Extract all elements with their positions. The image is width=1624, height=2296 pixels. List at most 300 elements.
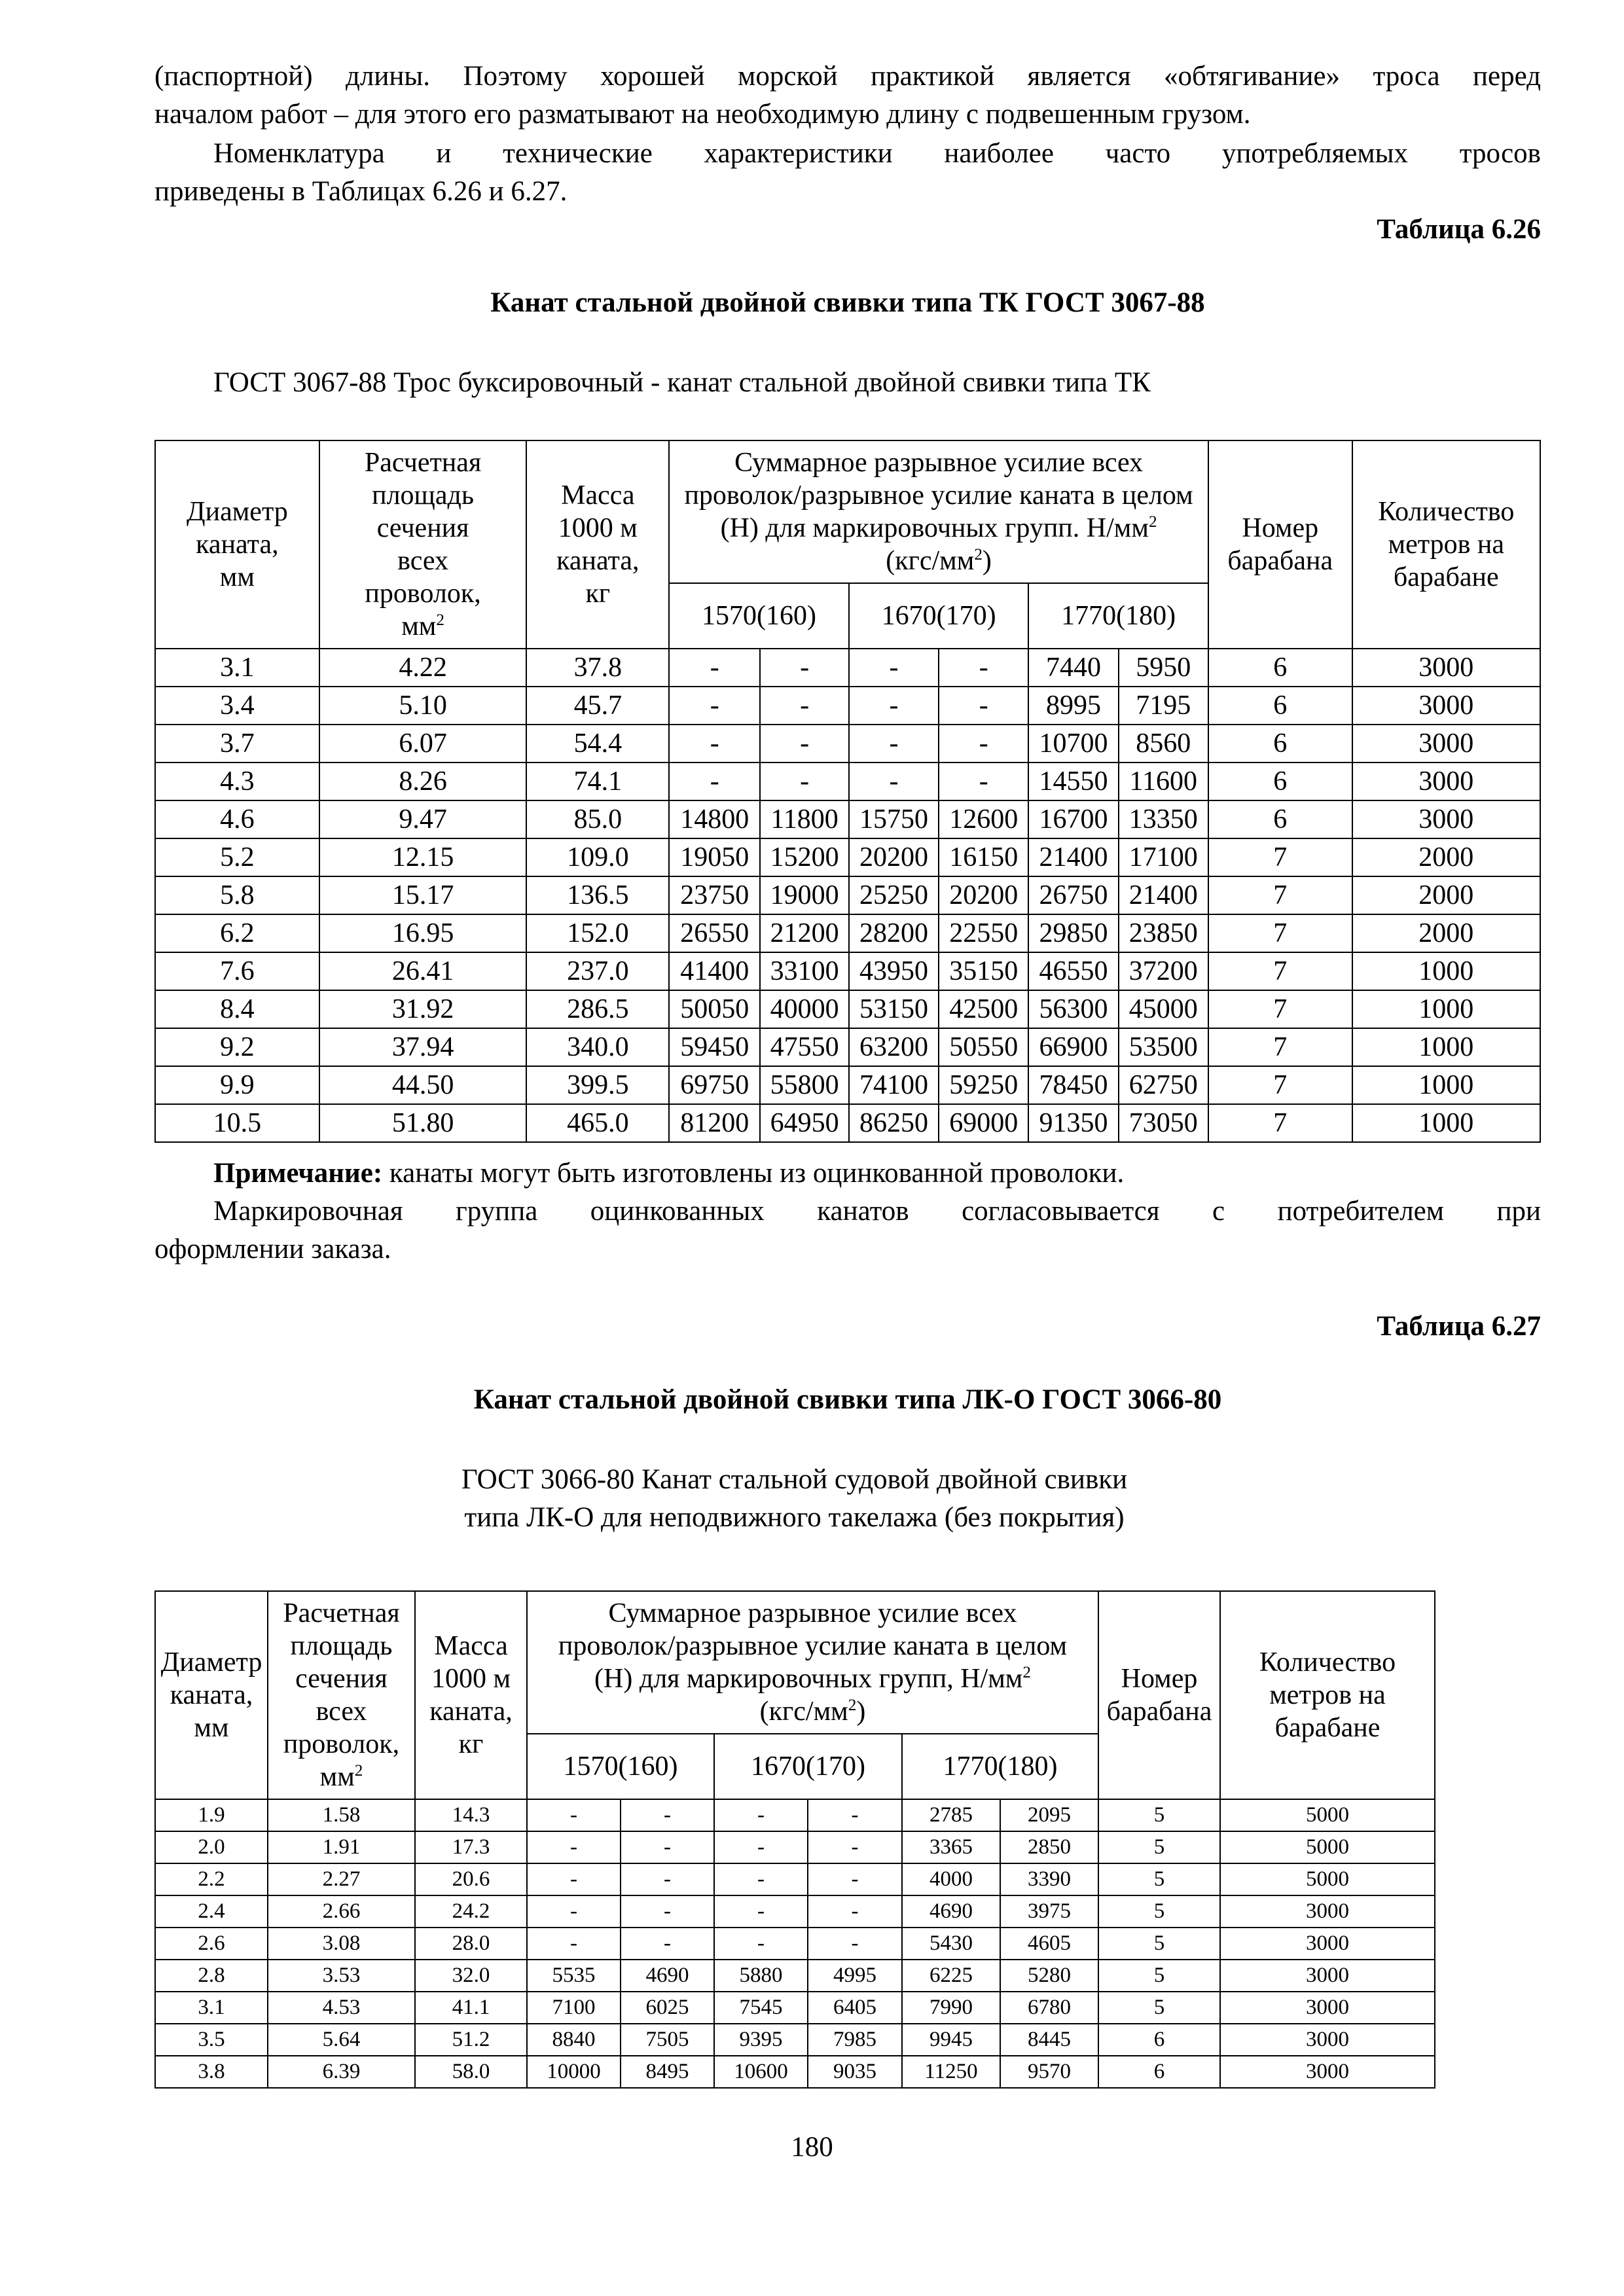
table-cell: 5.10 <box>319 687 527 725</box>
table-cell: - <box>939 725 1028 762</box>
table-cell: 3000 <box>1220 1928 1435 1960</box>
table-cell: 42500 <box>939 990 1028 1028</box>
table-cell: 20200 <box>939 876 1028 914</box>
table-cell: 5880 <box>714 1960 808 1992</box>
header-breaking-force: Суммарное разрывное усилие всех проволок/разрывное усилие каната в целом (Н) для маркировочных групп, $Н/мм^2$ $(кгс/мм^2)$ <box>527 1591 1098 1734</box>
table-26-title: Канат стальной двойной свивки типа ТК ГОСТ 3067-88 <box>490 287 1205 318</box>
table-cell: 26750 <box>1028 876 1118 914</box>
table-cell: 78450 <box>1028 1066 1118 1104</box>
table-27 <box>154 1590 1435 2089</box>
table-cell: 21400 <box>1028 838 1118 876</box>
table-cell: 4690 <box>902 1895 1000 1928</box>
table-26-body <box>155 649 1540 1142</box>
table-cell: 33100 <box>760 952 848 990</box>
table-cell: 1.91 <box>268 1831 415 1863</box>
table-row <box>155 1028 1540 1066</box>
table-cell: - <box>621 1831 714 1863</box>
table-cell: 5 <box>1098 1799 1220 1831</box>
table-cell: 62750 <box>1119 1066 1208 1104</box>
table-cell: 8445 <box>1000 2024 1098 2056</box>
table-cell: 3365 <box>902 1831 1000 1863</box>
table-cell: 237.0 <box>526 952 669 990</box>
table-cell: 35150 <box>939 952 1028 990</box>
table-cell: 6.2 <box>155 914 319 952</box>
header-group-1670: 1670(170) <box>714 1734 902 1799</box>
table-cell: 15200 <box>760 838 848 876</box>
table-cell: 59450 <box>669 1028 760 1066</box>
table-cell: - <box>939 762 1028 800</box>
table-row <box>155 1960 1435 1992</box>
table-cell: - <box>527 1928 621 1960</box>
table-cell: 399.5 <box>526 1066 669 1104</box>
intro-line-1: (паспортной) длины. Поэтому хорошей морской практикой является «обтягивание» троса перед <box>154 61 1541 92</box>
table-cell: 8.4 <box>155 990 319 1028</box>
table-cell: 5000 <box>1220 1863 1435 1895</box>
table-cell: 3000 <box>1220 1895 1435 1928</box>
table-cell: 6 <box>1208 687 1352 725</box>
table-cell: 4.22 <box>319 649 527 687</box>
table-cell: 14800 <box>669 800 760 838</box>
table-cell: 2.0 <box>155 1831 268 1863</box>
table-cell: 19050 <box>669 838 760 876</box>
table-cell: 5280 <box>1000 1960 1098 1992</box>
table-cell: - <box>669 687 760 725</box>
table-cell: 109.0 <box>526 838 669 876</box>
header-drum: Номер барабана <box>1098 1591 1220 1799</box>
table-cell: 6225 <box>902 1960 1000 1992</box>
table-cell: - <box>621 1863 714 1895</box>
table-row <box>155 1895 1435 1928</box>
table-cell: 3000 <box>1352 800 1540 838</box>
table-cell: 74.1 <box>526 762 669 800</box>
table-cell: 4.3 <box>155 762 319 800</box>
table-cell: 40000 <box>760 990 848 1028</box>
table-cell: - <box>760 762 848 800</box>
table-cell: - <box>714 1863 808 1895</box>
table-cell: 69750 <box>669 1066 760 1104</box>
table-cell: - <box>808 1895 902 1928</box>
table-cell: 9.47 <box>319 800 527 838</box>
table-cell: - <box>849 649 939 687</box>
table-row <box>155 1992 1435 2024</box>
table-cell: 6025 <box>621 1992 714 2024</box>
table-cell: 21400 <box>1119 876 1208 914</box>
table-cell: 5.64 <box>268 2024 415 2056</box>
table-cell: - <box>939 649 1028 687</box>
table-cell: 465.0 <box>526 1104 669 1142</box>
table-cell: 3.1 <box>155 649 319 687</box>
table-cell: 54.4 <box>526 725 669 762</box>
table-cell: 6 <box>1208 649 1352 687</box>
table-cell: 9.2 <box>155 1028 319 1066</box>
table-cell: 12600 <box>939 800 1028 838</box>
table-cell: 58.0 <box>415 2056 527 2088</box>
table-cell: 340.0 <box>526 1028 669 1066</box>
table-cell: 17.3 <box>415 1831 527 1863</box>
table-cell: 3000 <box>1220 1992 1435 2024</box>
table-cell: 73050 <box>1119 1104 1208 1142</box>
table-cell: 2.6 <box>155 1928 268 1960</box>
table-cell: 11600 <box>1119 762 1208 800</box>
table-cell: 6 <box>1208 800 1352 838</box>
intro-line-3: Номенклатура и технические характеристики наиболее часто употребляемых тросов <box>213 138 1541 169</box>
table-cell: - <box>939 687 1028 725</box>
table-row <box>155 1799 1435 1831</box>
table-cell: 8495 <box>621 2056 714 2088</box>
table-cell: 1000 <box>1352 952 1540 990</box>
header-group-1570: 1570(160) <box>669 583 849 649</box>
table-cell: 16.95 <box>319 914 527 952</box>
table-26 <box>154 440 1541 1143</box>
table-cell: 4.53 <box>268 1992 415 2024</box>
table-cell: - <box>669 762 760 800</box>
table-cell: 53150 <box>849 990 939 1028</box>
table-cell: 2000 <box>1352 914 1540 952</box>
table-cell: 1.58 <box>268 1799 415 1831</box>
table-cell: - <box>621 1928 714 1960</box>
table-cell: 5 <box>1098 1928 1220 1960</box>
table-cell: 3.8 <box>155 2056 268 2088</box>
table-cell: 3000 <box>1220 1960 1435 1992</box>
table-cell: 7195 <box>1119 687 1208 725</box>
table-cell: 20200 <box>849 838 939 876</box>
table-cell: 55800 <box>760 1066 848 1104</box>
table-cell: - <box>669 725 760 762</box>
table-cell: 2850 <box>1000 1831 1098 1863</box>
table-cell: 17100 <box>1119 838 1208 876</box>
table-cell: 56300 <box>1028 990 1118 1028</box>
table-cell: 6.07 <box>319 725 527 762</box>
table-row <box>155 687 1540 725</box>
table-cell: 16150 <box>939 838 1028 876</box>
table-cell: 7 <box>1208 914 1352 952</box>
table-cell: - <box>760 687 848 725</box>
table-cell: - <box>669 649 760 687</box>
table-cell: 69000 <box>939 1104 1028 1142</box>
table-cell: 9570 <box>1000 2056 1098 2088</box>
table-row <box>155 1066 1540 1104</box>
table-cell: 45000 <box>1119 990 1208 1028</box>
table-cell: 10000 <box>527 2056 621 2088</box>
table-cell: - <box>714 1895 808 1928</box>
table-cell: 7990 <box>902 1992 1000 2024</box>
table-cell: 63200 <box>849 1028 939 1066</box>
table-cell: 9945 <box>902 2024 1000 2056</box>
table-cell: 7 <box>1208 952 1352 990</box>
table-cell: 4000 <box>902 1863 1000 1895</box>
table-cell: 15750 <box>849 800 939 838</box>
header-breaking-force: Суммарное разрывное усилие всех проволок/разрывное усилие каната в целом (Н) для маркировочных групп. $Н/мм^2$ $(кгс/мм^2)$ <box>669 440 1208 583</box>
table-row <box>155 725 1540 762</box>
table-row <box>155 2024 1435 2056</box>
table-cell: 2095 <box>1000 1799 1098 1831</box>
table-cell: 2.27 <box>268 1863 415 1895</box>
table-row <box>155 649 1540 687</box>
table-cell: 9.9 <box>155 1066 319 1104</box>
table-cell: 23850 <box>1119 914 1208 952</box>
table-cell: 7 <box>1208 838 1352 876</box>
table-cell: - <box>849 725 939 762</box>
table-cell: 13350 <box>1119 800 1208 838</box>
table-26-label: Таблица 6.26 <box>1377 214 1541 245</box>
table-cell: 3000 <box>1220 2024 1435 2056</box>
table-cell: 9395 <box>714 2024 808 2056</box>
table-27-subtitle-line-1: ГОСТ 3066-80 Канат стальной судовой двойной свивки <box>461 1464 1128 1495</box>
table-27-label: Таблица 6.27 <box>1377 1311 1541 1342</box>
table-cell: 286.5 <box>526 990 669 1028</box>
table-cell: 7985 <box>808 2024 902 2056</box>
table-cell: 28200 <box>849 914 939 952</box>
table-cell: 5 <box>1098 1831 1220 1863</box>
table-cell: 51.2 <box>415 2024 527 2056</box>
table-cell: 29850 <box>1028 914 1118 952</box>
table-cell: - <box>714 1831 808 1863</box>
table-row <box>155 876 1540 914</box>
table-cell: 43950 <box>849 952 939 990</box>
table-cell: 5.8 <box>155 876 319 914</box>
table-cell: 7.6 <box>155 952 319 990</box>
table-cell: 7440 <box>1028 649 1118 687</box>
table-cell: 3.4 <box>155 687 319 725</box>
table-cell: 6 <box>1098 2024 1220 2056</box>
table-row <box>155 2056 1435 2088</box>
table-cell: 50550 <box>939 1028 1028 1066</box>
table-cell: 19000 <box>760 876 848 914</box>
table-cell: 2.8 <box>155 1960 268 1992</box>
table-cell: 12.15 <box>319 838 527 876</box>
table-cell: 3.7 <box>155 725 319 762</box>
table-cell: 3975 <box>1000 1895 1098 1928</box>
table-26-note <box>213 1155 1541 1193</box>
table-cell: 4690 <box>621 1960 714 1992</box>
table-cell: - <box>714 1928 808 1960</box>
table-cell: 6405 <box>808 1992 902 2024</box>
table-cell: 3000 <box>1352 725 1540 762</box>
table-cell: - <box>808 1928 902 1960</box>
page-number: 180 <box>791 2132 833 2162</box>
table-cell: 1000 <box>1352 1066 1540 1104</box>
table-cell: 1000 <box>1352 990 1540 1028</box>
table-cell: 10.5 <box>155 1104 319 1142</box>
table-cell: - <box>760 649 848 687</box>
table-cell: 11800 <box>760 800 848 838</box>
table-cell: 7 <box>1208 990 1352 1028</box>
header-diameter: Диаметр каната, мм <box>155 1591 268 1799</box>
header-meters: Количество метров на барабане <box>1352 440 1540 649</box>
table-cell: - <box>527 1831 621 1863</box>
header-group-1770: 1770(180) <box>1028 583 1208 649</box>
table-row <box>155 1928 1435 1960</box>
table-cell: - <box>760 725 848 762</box>
table-26-note2-line-2: оформлении заказа. <box>154 1234 391 1265</box>
table-row <box>155 838 1540 876</box>
table-cell: 2000 <box>1352 838 1540 876</box>
table-cell: 41.1 <box>415 1992 527 2024</box>
table-cell: 5 <box>1098 1992 1220 2024</box>
table-cell: 81200 <box>669 1104 760 1142</box>
table-row <box>155 762 1540 800</box>
table-27-subtitle-line-2: типа ЛК-О для неподвижного такелажа (без покрытия) <box>464 1502 1125 1533</box>
table-cell: 2000 <box>1352 876 1540 914</box>
table-cell: 2.4 <box>155 1895 268 1928</box>
table-cell: 31.92 <box>319 990 527 1028</box>
table-row <box>155 1831 1435 1863</box>
table-cell: 44.50 <box>319 1066 527 1104</box>
table-cell: 41400 <box>669 952 760 990</box>
table-27-body <box>155 1799 1435 2088</box>
header-meters: Количество метров на барабане <box>1220 1591 1435 1799</box>
header-diameter: Диаметр каната, мм <box>155 440 319 649</box>
table-row <box>155 990 1540 1028</box>
table-26-subtitle: ГОСТ 3067-88 Трос буксировочный - канат стальной двойной свивки типа ТК <box>213 367 1151 398</box>
table-cell: 66900 <box>1028 1028 1118 1066</box>
table-cell: - <box>808 1831 902 1863</box>
table-cell: 3000 <box>1352 762 1540 800</box>
header-group-1570: 1570(160) <box>527 1734 714 1799</box>
table-cell: 6780 <box>1000 1992 1098 2024</box>
table-cell: - <box>621 1895 714 1928</box>
table-cell: 5.2 <box>155 838 319 876</box>
table-cell: 4.6 <box>155 800 319 838</box>
table-cell: 26550 <box>669 914 760 952</box>
table-cell: 14.3 <box>415 1799 527 1831</box>
table-cell: 23750 <box>669 876 760 914</box>
table-cell: - <box>849 762 939 800</box>
table-cell: 26.41 <box>319 952 527 990</box>
table-cell: - <box>808 1799 902 1831</box>
table-cell: 25250 <box>849 876 939 914</box>
table-cell: 74100 <box>849 1066 939 1104</box>
table-cell: 4995 <box>808 1960 902 1992</box>
note-label: Примечание: <box>213 1158 383 1189</box>
table-cell: 22550 <box>939 914 1028 952</box>
table-cell: 3.1 <box>155 1992 268 2024</box>
header-group-1670: 1670(170) <box>849 583 1029 649</box>
intro-line-2: началом работ – для этого его разматывают на необходимую длину с подвешенным грузом. <box>154 99 1251 130</box>
table-cell: 8560 <box>1119 725 1208 762</box>
table-cell: 1.9 <box>155 1799 268 1831</box>
table-cell: 45.7 <box>526 687 669 725</box>
table-cell: 91350 <box>1028 1104 1118 1142</box>
table-cell: 5 <box>1098 1960 1220 1992</box>
table-cell: 46550 <box>1028 952 1118 990</box>
table-cell: - <box>714 1799 808 1831</box>
table-cell: - <box>849 687 939 725</box>
table-cell: 15.17 <box>319 876 527 914</box>
header-mass: Масса 1000 м каната, кг <box>415 1591 527 1799</box>
table-cell: 136.5 <box>526 876 669 914</box>
table-cell: 85.0 <box>526 800 669 838</box>
table-cell: 7545 <box>714 1992 808 2024</box>
table-cell: 6 <box>1098 2056 1220 2088</box>
table-cell: 59250 <box>939 1066 1028 1104</box>
table-cell: - <box>621 1799 714 1831</box>
table-cell: 28.0 <box>415 1928 527 1960</box>
header-drum: Номер барабана <box>1208 440 1352 649</box>
table-cell: 5000 <box>1220 1831 1435 1863</box>
table-row <box>155 914 1540 952</box>
header-mass: Масса 1000 м каната, кг <box>526 440 669 649</box>
table-cell: 6 <box>1208 762 1352 800</box>
table-cell: 37.8 <box>526 649 669 687</box>
table-cell: 51.80 <box>319 1104 527 1142</box>
table-cell: 3000 <box>1220 2056 1435 2088</box>
table-cell: 47550 <box>760 1028 848 1066</box>
table-cell: 1000 <box>1352 1104 1540 1142</box>
intro-line-4: приведены в Таблицах 6.26 и 6.27. <box>154 176 568 207</box>
table-cell: 5430 <box>902 1928 1000 1960</box>
table-cell: 4605 <box>1000 1928 1098 1960</box>
table-cell: 53500 <box>1119 1028 1208 1066</box>
table-cell: - <box>527 1863 621 1895</box>
table-cell: 10600 <box>714 2056 808 2088</box>
table-cell: 8.26 <box>319 762 527 800</box>
table-cell: 86250 <box>849 1104 939 1142</box>
table-cell: - <box>527 1895 621 1928</box>
table-cell: 5 <box>1098 1863 1220 1895</box>
table-cell: 64950 <box>760 1104 848 1142</box>
table-cell: 20.6 <box>415 1863 527 1895</box>
table-cell: 7505 <box>621 2024 714 2056</box>
table-cell: 3000 <box>1352 687 1540 725</box>
table-cell: 2785 <box>902 1799 1000 1831</box>
table-cell: 2.66 <box>268 1895 415 1928</box>
table-cell: 24.2 <box>415 1895 527 1928</box>
table-row <box>155 1863 1435 1895</box>
table-cell: 9035 <box>808 2056 902 2088</box>
table-cell: 7 <box>1208 1104 1352 1142</box>
table-cell: 7 <box>1208 1066 1352 1104</box>
table-cell: 7100 <box>527 1992 621 2024</box>
table-cell: 3.5 <box>155 2024 268 2056</box>
table-cell: 1000 <box>1352 1028 1540 1066</box>
header-area: Расчетная площадь сечения всех проволок, $мм^2$ <box>268 1591 415 1799</box>
note-text: канаты могут быть изготовлены из оцинкованной проволоки. <box>382 1158 1125 1189</box>
table-cell: 37200 <box>1119 952 1208 990</box>
table-cell: 7 <box>1208 1028 1352 1066</box>
table-cell: - <box>527 1799 621 1831</box>
table-cell: 5000 <box>1220 1799 1435 1831</box>
table-cell: 3390 <box>1000 1863 1098 1895</box>
table-cell: 5535 <box>527 1960 621 1992</box>
table-cell: - <box>808 1863 902 1895</box>
table-row <box>155 952 1540 990</box>
table-cell: 16700 <box>1028 800 1118 838</box>
table-cell: 8840 <box>527 2024 621 2056</box>
table-cell: 3000 <box>1352 649 1540 687</box>
table-cell: 5950 <box>1119 649 1208 687</box>
table-cell: 2.2 <box>155 1863 268 1895</box>
table-cell: 8995 <box>1028 687 1118 725</box>
table-27-title: Канат стальной двойной свивки типа ЛК-О ГОСТ 3066-80 <box>473 1384 1222 1415</box>
table-cell: 6.39 <box>268 2056 415 2088</box>
table-cell: 37.94 <box>319 1028 527 1066</box>
table-cell: 7 <box>1208 876 1352 914</box>
table-row <box>155 800 1540 838</box>
table-cell: 3.53 <box>268 1960 415 1992</box>
table-cell: 5 <box>1098 1895 1220 1928</box>
table-cell: 50050 <box>669 990 760 1028</box>
header-area: Расчетная площадь сечения всех проволок, $мм^2$ <box>319 440 527 649</box>
table-row <box>155 1104 1540 1142</box>
table-cell: 3.08 <box>268 1928 415 1960</box>
table-cell: 14550 <box>1028 762 1118 800</box>
table-cell: 11250 <box>902 2056 1000 2088</box>
table-cell: 6 <box>1208 725 1352 762</box>
table-cell: 21200 <box>760 914 848 952</box>
header-group-1770: 1770(180) <box>902 1734 1098 1799</box>
table-cell: 152.0 <box>526 914 669 952</box>
